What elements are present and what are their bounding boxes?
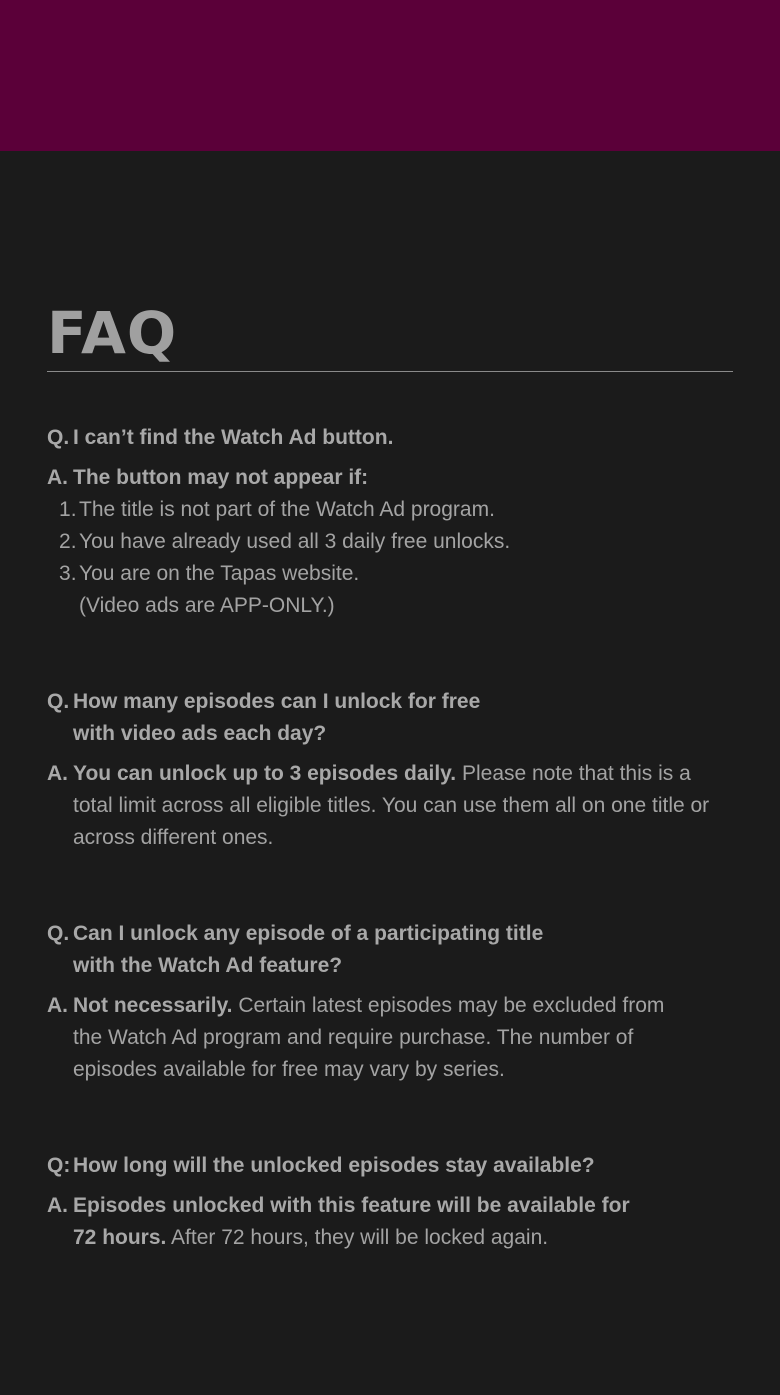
faq-item-watch-ad-button <box>47 422 737 622</box>
reason-item: You are on the Tapas website. <box>79 562 360 585</box>
answer-prefix: A. <box>47 762 68 785</box>
answer-lead: You can unlock up to 3 episodes daily. <box>73 762 457 785</box>
reason-item: The title is not part of the Watch Ad program. <box>79 498 495 521</box>
answer-lead: Not necessarily. <box>73 994 233 1017</box>
faq-item-any-episode <box>47 918 737 1086</box>
answer-lead: Episodes unlocked with this feature will be available for 72 hours. <box>73 1194 630 1249</box>
answer-lead: The button may not appear if: <box>73 466 369 489</box>
faq-question <box>47 1150 737 1182</box>
faq-divider <box>47 371 733 372</box>
faq-item-availability <box>47 1150 737 1254</box>
top-banner <box>0 0 780 151</box>
question-text: I can’t find the Watch Ad button. <box>73 426 394 449</box>
reason-list <box>47 494 737 590</box>
answer-text: Please note that this is a total limit across all eligible titles. You can use them all on one title or across different ones. <box>73 762 710 849</box>
faq-answer <box>47 1190 737 1254</box>
question-prefix: Q: <box>47 1154 71 1177</box>
faq-answer <box>47 758 737 854</box>
question-text: How long will the unlocked episodes stay available? <box>73 1154 595 1177</box>
faq-question <box>47 686 737 750</box>
answer-prefix: A. <box>47 1194 68 1217</box>
question-prefix: Q. <box>47 426 70 449</box>
question-prefix: Q. <box>47 690 70 713</box>
reason-item: You have already used all 3 daily free unlocks. <box>79 530 511 553</box>
faq-header <box>47 298 733 372</box>
answer-prefix: A. <box>47 994 68 1017</box>
question-text: Can I unlock any episode of a participating title with the Watch Ad feature? <box>73 922 544 977</box>
answer-prefix: A. <box>47 466 68 489</box>
faq-title: FAQ <box>47 299 178 367</box>
answer-text: After 72 hours, they will be locked again. <box>166 1226 549 1249</box>
faq-answer <box>47 990 737 1086</box>
question-text: How many episodes can I unlock for free with video ads each day? <box>73 690 481 745</box>
answer-text: Certain latest episodes may be excluded from the Watch Ad program and require purchase. The number of episodes available for free may vary by series. <box>73 994 665 1081</box>
app-only-note: (Video ads are APP-ONLY.) <box>79 594 335 617</box>
faq-answer <box>47 462 737 622</box>
faq-item-daily-limit <box>47 686 737 854</box>
faq-question <box>47 422 737 454</box>
question-prefix: Q. <box>47 922 70 945</box>
faq-question <box>47 918 737 982</box>
